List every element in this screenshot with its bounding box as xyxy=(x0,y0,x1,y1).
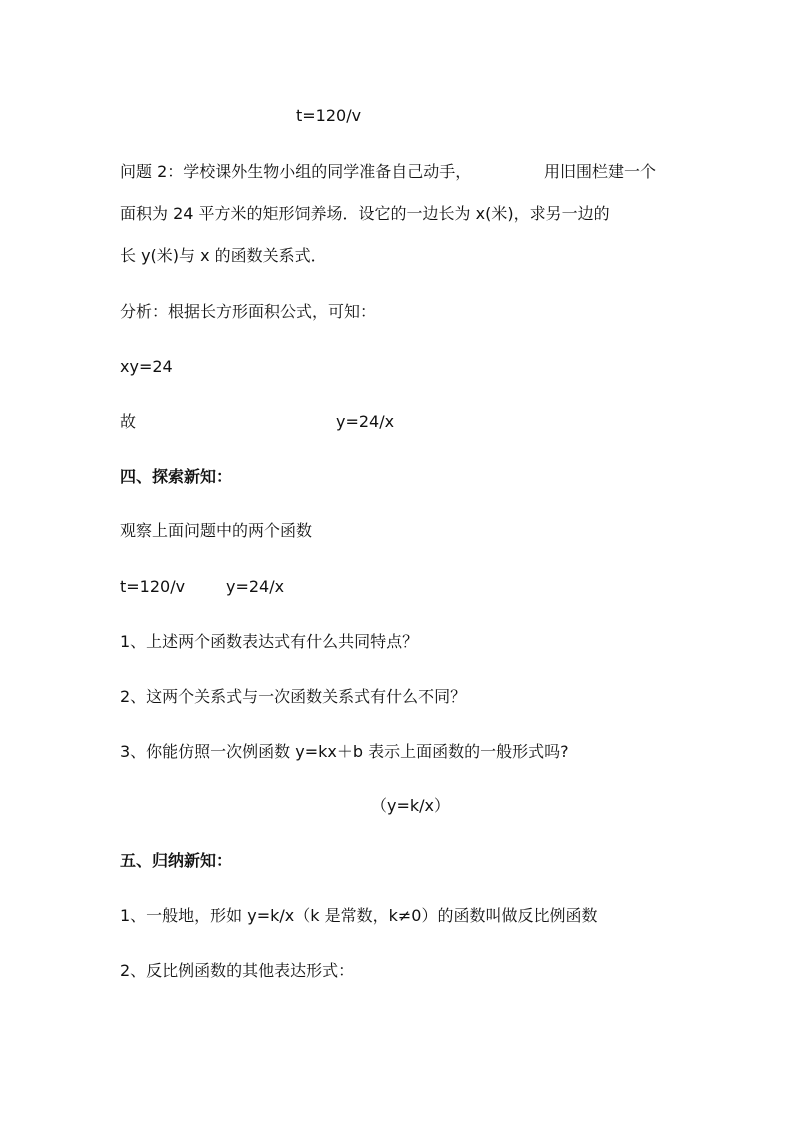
equation-t: t=120/v xyxy=(296,106,362,125)
problem-2-line-3: 长 y(米)与 x 的函数关系式． xyxy=(120,246,327,265)
problem-2-line-2: 面积为 24 平方米的矩形饲养场．设它的一边长为 x(米)，求另一边的 xyxy=(120,204,610,223)
section-4-title: 四、探索新知： xyxy=(120,467,233,486)
general-form: （y=k/x） xyxy=(371,796,451,815)
analysis-text: 分析：根据长方形面积公式，可知： xyxy=(120,302,377,321)
therefore-label: 故 xyxy=(120,412,137,431)
problem-2-line-1a: 问题 2：学校课外生物小组的同学准备自己动手， xyxy=(120,162,472,181)
problem-2-line-1b: 用旧围栏建一个 xyxy=(544,162,657,181)
definition-2: 2、反比例函数的其他表达形式： xyxy=(120,961,355,980)
observe-text: 观察上面问题中的两个函数 xyxy=(120,521,313,540)
question-2: 2、这两个关系式与一次函数关系式有什么不同？ xyxy=(120,687,467,706)
question-1: 1、上述两个函数表达式有什么共同特点？ xyxy=(120,632,419,651)
equation-y: y=24/x xyxy=(336,412,395,431)
equation-xy: xy=24 xyxy=(120,357,173,376)
definition-1: 1、一般地，形如 y=k/x（k 是常数，k≠0）的函数叫做反比例函数 xyxy=(120,906,598,925)
question-3: 3、你能仿照一次例函数 y=kx＋b 表示上面函数的一般形式吗? xyxy=(120,742,569,761)
pair-equation-t: t=120/v xyxy=(120,577,186,596)
pair-equation-y: y=24/x xyxy=(226,577,285,596)
section-5-title: 五、归纳新知： xyxy=(120,851,233,870)
